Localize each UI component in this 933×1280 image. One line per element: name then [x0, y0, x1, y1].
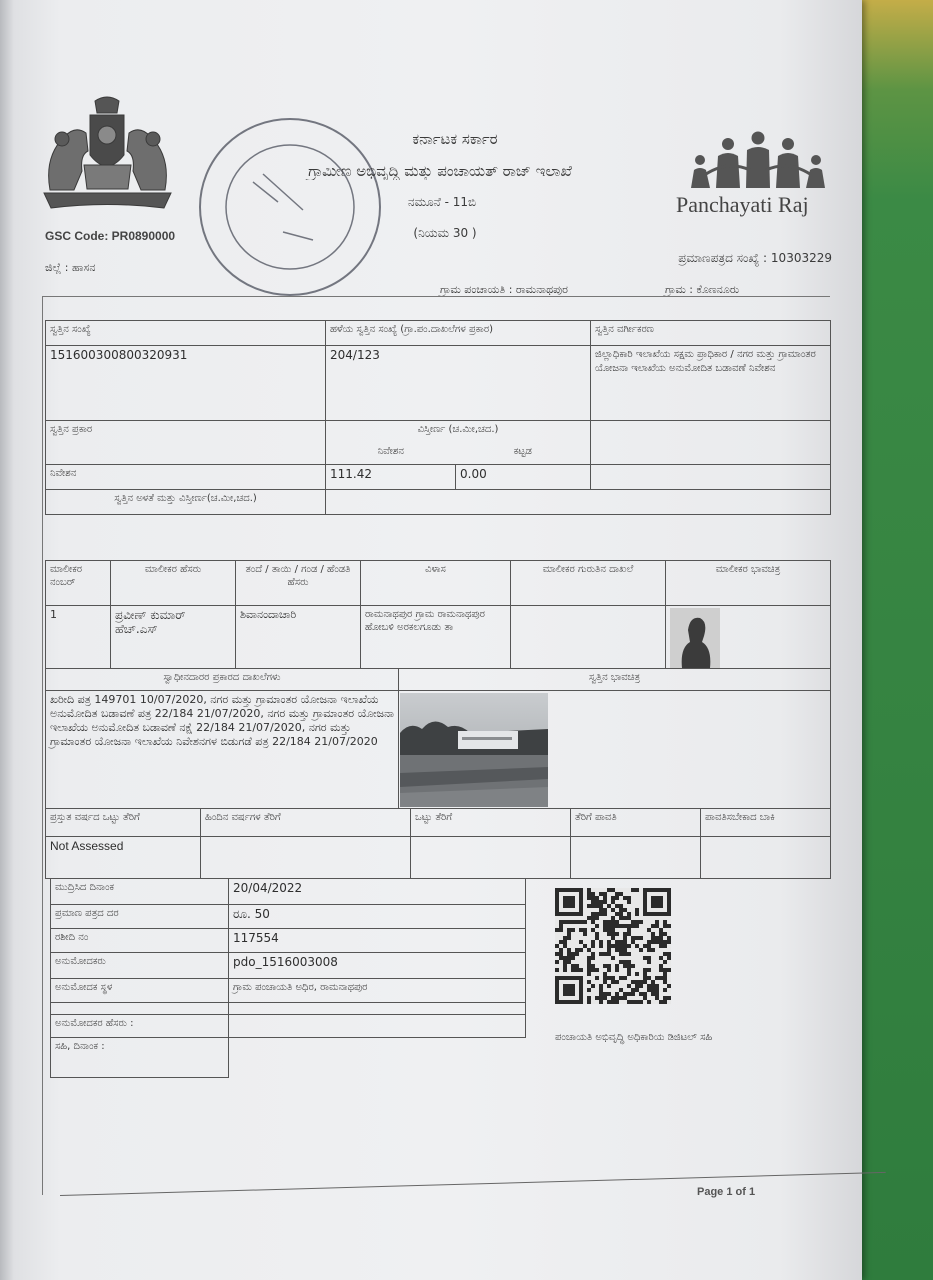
property-photo-cell: [399, 691, 831, 809]
person-silhouette-icon: [670, 608, 720, 668]
printed-date: 20/04/2022: [229, 879, 526, 905]
col-total-tax: ಒಟ್ಟು ತೆರಿಗೆ: [411, 809, 571, 837]
previous-years-tax: [201, 837, 411, 879]
tax-table: [45, 808, 831, 879]
col-owner-address: ವಿಳಾಸ: [361, 561, 511, 606]
gram-panchayat: ಗ್ರಾಮ ಪಂಚಾಯತಿ : ರಾಮನಾಥಪುರ: [440, 283, 568, 296]
old-property-number: 204/123: [326, 346, 591, 421]
owner-id-document: [511, 606, 666, 669]
table-row: [46, 606, 831, 669]
approver-name-label: ಅನುಮೋದಕರ ಹೆಸರು :: [51, 1015, 229, 1038]
tax-paid: [571, 837, 701, 879]
frame-top-border: [42, 296, 830, 297]
form-number: ನಮೂನೆ - 11ಬಿ: [407, 195, 477, 209]
rule-number: (ನಿಯಮ 30 ): [413, 226, 477, 240]
certificate-number: ಪ್ರಮಾಣಪತ್ರದ ಸಂಖ್ಯೆ : 10303229: [678, 251, 832, 265]
approver-place: ಗ್ರಾಮ ಪಂಚಾಯತಿ ಅಧಿರ, ರಾಮನಾಥಪುರ: [229, 979, 526, 1003]
panchayati-raj-logo-text: Panchayati Raj: [676, 192, 809, 217]
signature: [229, 1038, 526, 1078]
fee-label: ಪ್ರಮಾಣ ಪತ್ರದ ದರ: [51, 905, 229, 929]
owner-photo-cell: [666, 606, 831, 669]
site-area: 111.42: [326, 465, 456, 490]
owner-relation: ಶಿವಾನಂದಾಚಾರಿ: [236, 606, 361, 669]
col-old-property-number: ಹಳೆಯ ಸ್ವತ್ತಿನ ಸಂಖ್ಯೆ (ಗ್ರಾ.ಪಂ.ದಾಖಲೆಗಳ ಪ್ರಕಾರ): [326, 321, 591, 346]
building-area: 0.00: [456, 465, 591, 490]
qr-code: [555, 888, 671, 1004]
col-tax-paid: ತೆರಿಗೆ ಪಾವತಿ: [571, 809, 701, 837]
property-photo: [400, 693, 548, 807]
col-property-classification: ಸ್ವತ್ತಿನ ವರ್ಗೀಕರಣ: [591, 321, 831, 346]
issue-details-table: [50, 878, 526, 1078]
fee: ರೂ. 50: [229, 905, 526, 929]
empty-cell: [591, 465, 831, 490]
approver-place-label: ಅನುಮೋದಕ ಸ್ಥಳ: [51, 979, 229, 1003]
col-ownership-documents: ಸ್ವಾಧೀನದಾರರ ಪ್ರಕಾರದ ದಾಖಲೆಗಳು: [46, 669, 399, 691]
signature-label: ಸಹಿ, ದಿನಾಂಕ :: [51, 1038, 229, 1078]
empty-cell: [51, 1003, 229, 1015]
total-tax: [411, 837, 571, 879]
col-owner-photo: ಮಾಲೀಕರ ಭಾವಚಿತ್ರ: [666, 561, 831, 606]
karnataka-emblem-icon: [40, 95, 175, 215]
owner-name: ಪ್ರವೀಣ್ ಕುಮಾರ್ ಹೆಚ್.ಎಸ್: [111, 606, 236, 669]
col-current-year-tax: ಪ್ರಸ್ತುತ ವರ್ಷದ ಒಟ್ಟು ತೆರಿಗೆ: [46, 809, 201, 837]
col-building-area: ಕಟ್ಟಡ: [456, 443, 591, 465]
govt-title: ಕರ್ನಾಟಕ ಸರ್ಕಾರ: [412, 130, 498, 148]
frame-left-border: [42, 296, 43, 1195]
col-property-number: ಸ್ವತ್ತಿನ ಸಂಖ್ಯೆ: [46, 321, 326, 346]
owner-photo: [670, 608, 720, 668]
owner-number: 1: [46, 606, 111, 669]
col-balance-due: ಪಾವತಿಸಬೇಕಾದ ಬಾಕಿ: [701, 809, 831, 837]
property-type: ನಿವೇಶನ: [46, 465, 326, 490]
empty-cell: [229, 1003, 526, 1015]
ownership-documents: ಖರೀದಿ ಪತ್ರ 149701 10/07/2020, ನಗರ ಮತ್ತು ಗ್ರಾಮಾಂತರ ಯೋಜನಾ ಇಲಾಖೆಯ ಅನುಮೋದಿತ ಬಡಾವಣೆ ಪತ್ರ 22/184 21/07/2020, ನಗರ ಮತ್ತು ಗ್ರಾಮಾಂತರ ಯೋಜನಾ ಇಲಾಖೆಯ ಅನುಮೋದಿತ ಬಡಾವಣೆ ನಕ್ಷೆ 22/184 21/07/2020, ನಗರ ಮತ್ತು ಗ್ರಾಮಾಂತರ ಯೋಜನಾ ಇಲಾಖೆಯ ನಿವೇಶನಗಳ ಬಿಡುಗಡೆ ಪತ್ರ 22/184 21/07/2020: [46, 691, 399, 809]
col-property-photo: ಸ್ವತ್ತಿನ ಭಾವಚಿತ್ರ: [399, 669, 831, 691]
col-owner-number: ಮಾಲೀಕರ ನಂಬರ್: [46, 561, 111, 606]
col-property-type: ಸ್ವತ್ತಿನ ಪ್ರಕಾರ: [46, 421, 326, 465]
district: ಜಿಲ್ಲೆ : ಹಾಸನ: [45, 261, 96, 274]
property-dimensions: [326, 490, 831, 515]
village: ಗ್ರಾಮ : ಕೊಣನೂರು: [665, 283, 740, 296]
balance-due: [701, 837, 831, 879]
property-number: 151600300800320931: [46, 346, 326, 421]
documents-table: [45, 668, 831, 809]
receipt-number: 117554: [229, 929, 526, 953]
panchayati-raj-logo-icon: [688, 130, 828, 188]
digital-signature-label: ಪಂಚಾಯತಿ ಅಭಿವೃದ್ಧಿ ಅಧಿಕಾರಿಯ ಡಿಜಿಟಲ್ ಸಹಿ: [555, 1032, 713, 1043]
col-site-area: ನಿವೇಶನ: [326, 443, 456, 465]
property-classification: ಜಿಲ್ಲಾಧಿಕಾರಿ ಇಲಾಖೆಯ ಸಕ್ಷಮ ಪ್ರಾಧಿಕಾರ / ನಗರ ಮತ್ತು ಗ್ರಾಮಾಂತರ ಯೋಜನಾ ಇಲಾಖೆಯ ಅನುಮೋದಿತ ಬಡಾವಣೆ ನಿವೇಶನ: [591, 346, 831, 421]
col-owner-relation: ತಂದೆ / ತಾಯಿ / ಗಂಡ / ಹೆಂಡತಿ ಹೆಸರು: [236, 561, 361, 606]
page-number: Page 1 of 1: [697, 1186, 756, 1198]
approver-label: ಅನುಮೋದಕರು: [51, 953, 229, 979]
printed-date-label: ಮುದ್ರಿಸಿದ ದಿನಾಂಕ: [51, 879, 229, 905]
col-owner-name: ಮಾಲೀಕರ ಹೆಸರು: [111, 561, 236, 606]
department-title: ಗ್ರಾಮೀಣ ಅಭಿವೃದ್ಧಿ ಮತ್ತು ಪಂಚಾಯತ್ ರಾಜ್ ಇಲಾಖೆ: [308, 162, 572, 180]
current-year-tax: Not Assessed: [46, 837, 201, 879]
approver-name: [229, 1015, 526, 1038]
receipt-label: ರಶೀದಿ ನಂ: [51, 929, 229, 953]
owner-address: ರಾಮನಾಥಪುರ ಗ್ರಾಮ ರಾಮನಾಥಪುರ ಹೋಬಳಿ ಅರಕಲಗೂಡು ತಾ: [361, 606, 511, 669]
property-table: [45, 320, 831, 515]
gsc-code: GSC Code: PR0890000: [45, 229, 176, 243]
col-area: ವಿಸ್ತೀರ್ಣ (ಚ.ಮೀ,ಚದ.): [326, 421, 591, 443]
approver: pdo_1516003008: [229, 953, 526, 979]
col-owner-id: ಮಾಲೀಕರ ಗುರುತಿನ ದಾಖಲೆ: [511, 561, 666, 606]
empty-cell: [591, 421, 831, 465]
owners-table: [45, 560, 831, 669]
col-property-dimensions: ಸ್ವತ್ತಿನ ಅಳತೆ ಮತ್ತು ವಿಸ್ತೀರ್ಣ(ಚ.ಮೀ,ಚದ.): [46, 490, 326, 515]
col-previous-years-tax: ಹಿಂದಿನ ವರ್ಷಗಳ ತೆರಿಗೆ: [201, 809, 411, 837]
